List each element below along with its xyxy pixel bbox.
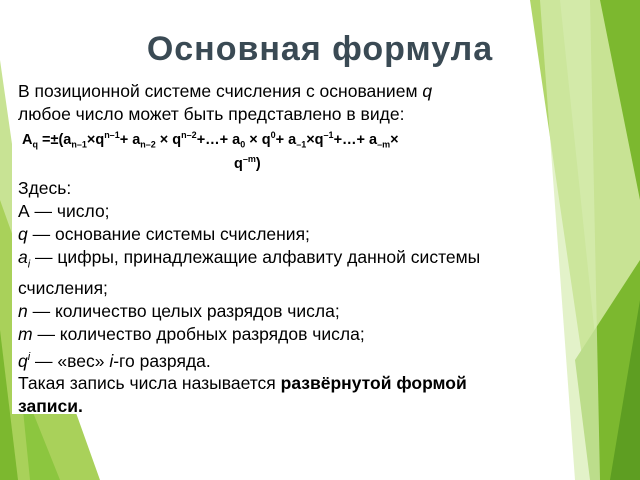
formula-sub: n–1 (71, 139, 87, 150)
formula-part: +…+ a (333, 131, 378, 148)
formula-part: + a (119, 131, 141, 148)
slide-title: Основная формула (146, 30, 494, 68)
def-ai (18, 246, 526, 300)
formula-sub: –1 (296, 139, 307, 150)
def-ai-text: — цифры, принадлежащие алфавиту данной системы счисления; (18, 247, 481, 298)
here-label: Здесь: (18, 178, 72, 198)
def-qi-text-2: -го разряда. (113, 350, 211, 371)
formula-q-sub: q (32, 139, 38, 150)
formula-part: × q (245, 131, 271, 148)
formula-sup: –1 (323, 130, 334, 140)
intro-q: q (422, 81, 433, 101)
symbol-i-sub: i (27, 258, 31, 271)
intro-line2: любое число может быть представлено в виде: (18, 104, 405, 124)
formula-sup: –m (242, 154, 256, 164)
final-bold: развёрнутой формой записи. (18, 373, 467, 417)
final-text: Такая запись числа называется (18, 373, 281, 394)
formula-part: × (390, 131, 399, 148)
formula-part: +…+ a (196, 131, 241, 148)
symbol-i-sup: i (27, 350, 31, 363)
def-q-text: — основание системы счисления; (27, 224, 310, 244)
def-n (18, 300, 526, 323)
formula-part: q (234, 155, 243, 172)
formula-part: × q (155, 131, 182, 148)
formula-sub: n–2 (140, 139, 156, 150)
formula-line-2 (234, 154, 261, 172)
intro-paragraph (18, 80, 526, 126)
symbol-q: q (18, 350, 28, 371)
final-sentence (18, 372, 526, 418)
formula-part: ×q (306, 131, 324, 148)
formula-part: + a (275, 131, 297, 148)
intro-text: В позиционной системе счисления с основанием (18, 81, 418, 101)
formula-a: A (22, 131, 33, 148)
formula-sub: –m (377, 139, 391, 150)
definitions-list (18, 177, 526, 418)
formula-line-1 (22, 126, 532, 154)
formula-sup: n–2 (181, 130, 197, 140)
def-m (18, 323, 526, 346)
symbol-n: n (18, 300, 28, 321)
formula-sub: 0 (240, 139, 246, 150)
def-a: А — число; (18, 201, 110, 221)
symbol-a: a (18, 247, 28, 267)
def-qi (18, 346, 526, 373)
symbol-m: m (18, 323, 33, 344)
def-n-text: — количество целых разрядов числа; (27, 300, 340, 321)
symbol-q: q (18, 224, 28, 244)
formula-sup: 0 (270, 130, 276, 140)
symbol-i: i (109, 350, 114, 371)
def-q (18, 223, 526, 246)
def-qi-text: — «вес» (30, 350, 110, 371)
formula-sup: n–1 (104, 130, 120, 140)
def-m-text: — количество дробных разрядов числа; (32, 323, 365, 344)
formula-eq: =±(a (37, 131, 72, 148)
content-panel (12, 78, 532, 417)
formula-part: ) (255, 155, 261, 172)
formula-part: ×q (86, 131, 105, 148)
